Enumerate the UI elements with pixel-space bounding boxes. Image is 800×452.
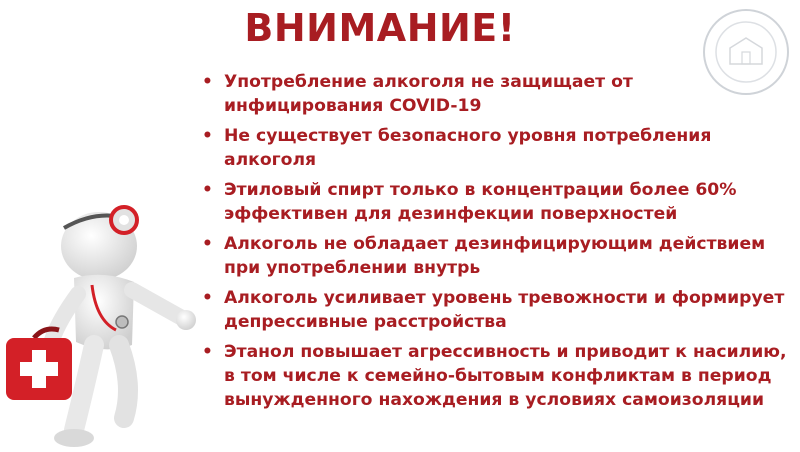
list-item-text: Алкоголь не обладает дезинфицирующим действием при употреблении внутрь — [224, 234, 766, 278]
list-item-text: Алкоголь усиливает уровень тревожности и формирует депрессивные расстройства — [224, 288, 785, 332]
bullet-icon: • — [202, 126, 213, 146]
seal-door — [742, 52, 750, 64]
bullet-icon: • — [202, 234, 213, 254]
mirror-center — [119, 215, 129, 225]
kit-cross — [20, 362, 58, 376]
list-item — [198, 232, 794, 280]
first-aid-kit-icon — [6, 329, 72, 400]
page-title: ВНИМАНИЕ! — [244, 6, 516, 50]
warning-list — [198, 70, 794, 418]
hand — [176, 310, 196, 330]
list-item — [198, 340, 794, 412]
list-item — [198, 286, 794, 334]
list-item — [198, 178, 794, 226]
bullet-icon: • — [202, 180, 213, 200]
bullet-icon: • — [202, 72, 213, 92]
leg — [119, 345, 128, 418]
list-item-text: Этиловый спирт только в концентрации более 60% эффективен для дезинфекции поверхностей — [224, 180, 737, 224]
bullet-icon: • — [202, 288, 213, 308]
leg — [74, 345, 94, 430]
list-item-text: Не существует безопасного уровня потребления алкоголя — [224, 126, 712, 170]
doctor-figure — [4, 190, 204, 452]
arm — [52, 294, 78, 340]
university-seal-icon — [702, 8, 790, 96]
list-item-text: Этанол повышает агрессивность и приводит к насилию, в том числе к семейно-бытовым конфликтам в период вынужденного нахождения в условиях самоизоляции — [224, 342, 787, 410]
list-item — [198, 124, 794, 172]
stethoscope-head — [116, 316, 128, 328]
seal-building — [730, 38, 762, 64]
arm — [132, 290, 182, 318]
bullet-icon: • — [202, 342, 213, 362]
foot — [54, 429, 94, 447]
list-item-text: Употребление алкоголя не защищает от инфицирования COVID-19 — [224, 72, 633, 116]
